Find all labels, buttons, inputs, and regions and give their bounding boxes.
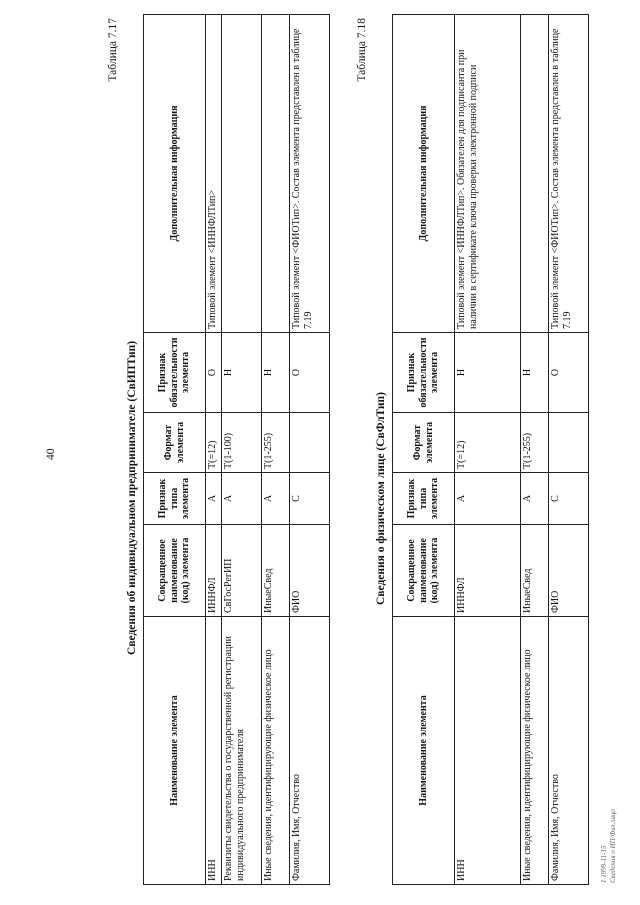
cell-name: Фамилия, Имя, Отчество: [290, 617, 330, 885]
table-row: [262, 15, 290, 885]
header-required: Признак обязательности элемента: [144, 333, 206, 413]
cell-name: Реквизиты свидетельства о государственной регистрации индивидуального предпринимателя: [222, 617, 262, 885]
header-code: Сокращенное наименование (код) элемента: [144, 525, 206, 617]
table2: [392, 14, 589, 885]
cell-type: А: [262, 473, 290, 525]
cell-required: О: [290, 333, 330, 413]
cell-code: ИныеСвед: [262, 525, 290, 617]
cell-code: ИныеСвед: [521, 525, 549, 617]
cell-format: T(=12): [206, 413, 222, 473]
page-number: 40: [45, 448, 57, 460]
cell-format: T(1-255): [521, 413, 549, 473]
footer-line: 1 1999-11-15: [600, 845, 608, 883]
header-code: Сокращенное наименование (код) элемента: [393, 525, 455, 617]
cell-required: О: [206, 333, 222, 413]
cell-info: Типовой элемент <ИННФЛТип>: [206, 15, 222, 333]
cell-type: А: [222, 473, 262, 525]
cell-format: [549, 413, 589, 473]
cell-name: Иные сведения, идентифицирующие физическое лицо: [521, 617, 549, 885]
header-info: Дополнительная информация: [144, 15, 206, 333]
cell-code: ИННФЛ: [455, 525, 521, 617]
table2-header-row: [393, 15, 455, 885]
cell-info: Типовой элемент <ФИОТип>. Состав элемента представлен в таблице 7.19: [549, 15, 589, 333]
header-name: Наименование элемента: [144, 617, 206, 885]
table-row: [206, 15, 222, 885]
header-format: Формат элемента: [393, 413, 455, 473]
cell-type: С: [290, 473, 330, 525]
cell-type: С: [549, 473, 589, 525]
cell-name: ИНН: [206, 617, 222, 885]
table2-caption: Таблица 7.18: [356, 18, 368, 82]
footer-line: Сведения о ИП/Физ.лицо: [609, 809, 618, 883]
table-row: [290, 15, 330, 885]
cell-format: [290, 413, 330, 473]
cell-type: А: [521, 473, 549, 525]
cell-code: СвГосРегИП: [222, 525, 262, 617]
cell-info: [521, 15, 549, 333]
cell-info: [262, 15, 290, 333]
cell-format: T(1-255): [262, 413, 290, 473]
header-name: Наименование элемента: [393, 617, 455, 885]
table1-header-row: [144, 15, 206, 885]
header-type: Признак типа элемента: [393, 473, 455, 525]
cell-code: ИННФЛ: [206, 525, 222, 617]
cell-format: T(1-100): [222, 413, 262, 473]
cell-info: Типовой элемент <ИННФЛТип>. Обязателен для подписанта при наличии в сертификате ключа проверки электронной подписи: [455, 15, 521, 333]
cell-required: О: [549, 333, 589, 413]
header-info: Дополнительная информация: [393, 15, 455, 333]
cell-required: Н: [262, 333, 290, 413]
table-row: [222, 15, 262, 885]
table-row: [549, 15, 589, 885]
cell-required: Н: [521, 333, 549, 413]
cell-name: Иные сведения, идентифицирующие физическое лицо: [262, 617, 290, 885]
header-type: Признак типа элемента: [144, 473, 206, 525]
header-format: Формат элемента: [144, 413, 206, 473]
cell-required: Н: [455, 333, 521, 413]
table-row: [521, 15, 549, 885]
cell-type: А: [455, 473, 521, 525]
table1: [143, 14, 330, 885]
cell-info: [222, 15, 262, 333]
cell-format: T(=12): [455, 413, 521, 473]
table1-caption: Таблица 7.17: [107, 18, 119, 82]
table1-title: Сведения об индивидуальном предпринимателе (СвИПТип): [126, 340, 138, 655]
cell-name: ИНН: [455, 617, 521, 885]
cell-code: ФИО: [549, 525, 589, 617]
cell-required: Н: [222, 333, 262, 413]
cell-code: ФИО: [290, 525, 330, 617]
cell-info: Типовой элемент <ФИОТип>. Состав элемента представлен в таблице 7.19: [290, 15, 330, 333]
cell-type: А: [206, 473, 222, 525]
footer-note: [600, 809, 618, 883]
table-row: [455, 15, 521, 885]
cell-name: Фамилия, Имя, Отчество: [549, 617, 589, 885]
header-required: Признак обязательности элемента: [393, 333, 455, 413]
table2-title: Сведения о физическом лице (СвФлТип): [375, 392, 387, 605]
